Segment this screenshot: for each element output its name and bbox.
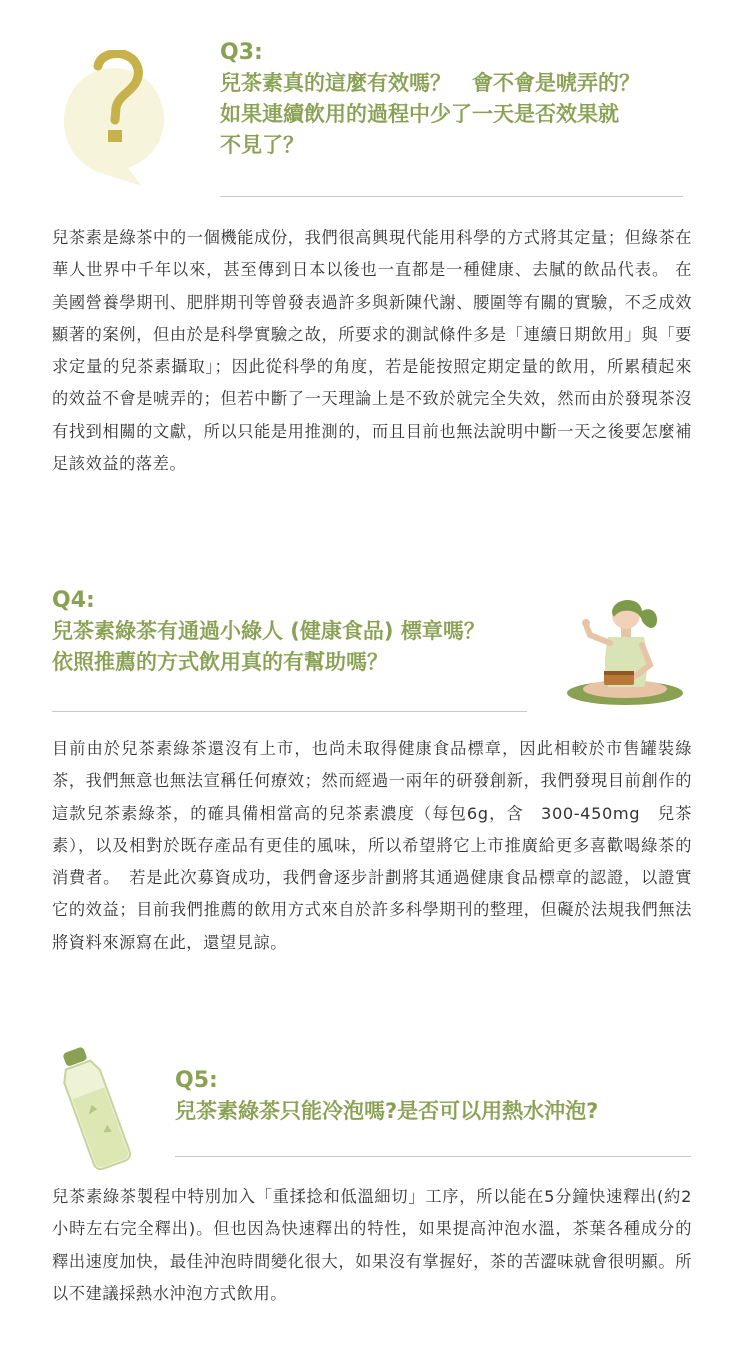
- q3-title-line2: 如果連續飲用的過程中少了一天是否效果就: [220, 102, 619, 126]
- q5-divider: [175, 1156, 691, 1157]
- q3-title-line3: 不見了？: [220, 133, 304, 157]
- q3-heading: [220, 38, 710, 161]
- q3-title-line1: 兒茶素真的這麼有效嗎？ 會不會是唬弄的？: [220, 71, 640, 95]
- q4-title-line1: 兒茶素綠茶有通過小綠人 (健康食品) 標章嗎？: [52, 619, 485, 643]
- q4-title-line2: 依照推薦的方式飲用真的有幫助嗎？: [52, 650, 388, 674]
- q4-answer: 目前由於兒茶素綠茶還沒有上市，也尚未取得健康食品標章，因此相較於市售罐裝綠茶，我們無意也無法宣稱任何療效；然而經過一兩年的研發創新，我們發現目前創作的這款兒茶素綠茶，的確具備相當高的兒茶素濃度（每包6g，含 300-450mg 兒茶素），以及相對於既存產品有更佳的風味，所以希望將它上市推廣給更多喜歡喝綠茶的消費者。 若是此次募資成功，我們會逐步計劃將其通過健康食品標章的認證，以證實它的效益；目前我們推薦的飲用方式來自於許多科學期刊的整理，但礙於法規我們無法將資料來源寫在此，還望見諒。: [52, 739, 692, 952]
- q5-answer: 兒茶素綠茶製程中特別加入「重揉捻和低溫細切」工序，所以能在5分鐘快速釋出(約2小時左右完全釋出)。但也因為快速釋出的特性，如果提高沖泡水溫，茶葉各種成分的釋出速度加快，最佳沖泡時間變化很大，如果沒有掌握好，茶的苦澀味就會很明顯。所以不建議採熱水沖泡方式飲用。: [52, 1187, 692, 1303]
- q4-number: Q4:: [52, 588, 95, 613]
- tea-bottle-icon: [60, 1040, 140, 1170]
- q4-divider: [52, 711, 527, 712]
- q3-divider: [220, 196, 683, 197]
- q5-title: 兒茶素綠茶只能冷泡嗎?是否可以用熱水沖泡?: [175, 1099, 599, 1123]
- q3-number: Q3:: [220, 40, 263, 65]
- woman-drinking-tea-illustration-icon: [560, 585, 690, 715]
- q5-number: Q5:: [175, 1068, 218, 1093]
- question-bubble-icon: [58, 50, 170, 190]
- q3-answer: 兒茶素是綠茶中的一個機能成份，我們很高興現代能用科學的方式將其定量；但綠茶在華人世界中千年以來，甚至傳到日本以後也一直都是一種健康、去膩的飲品代表。 在美國營養學期刊、肥胖期刊等曾發表過許多與新陳代謝、腰圍等有關的實驗，不乏成效顯著的案例，但由於是科學實驗之故，所要求的測試條件多是「連續日期飲用」與「要求定量的兒茶素攝取」；因此從科學的角度，若是能按照定期定量的飲用，所累積起來的效益不會是唬弄的；但若中斷了一天理論上是不致於就完全失效，然而由於發現茶沒有找到相關的文獻，所以只能是用推測的，而且目前也無法說明中斷一天之後要怎麼補足該效益的落差。: [52, 228, 692, 474]
- q5-heading: [175, 1066, 695, 1127]
- q4-heading: [52, 586, 572, 678]
